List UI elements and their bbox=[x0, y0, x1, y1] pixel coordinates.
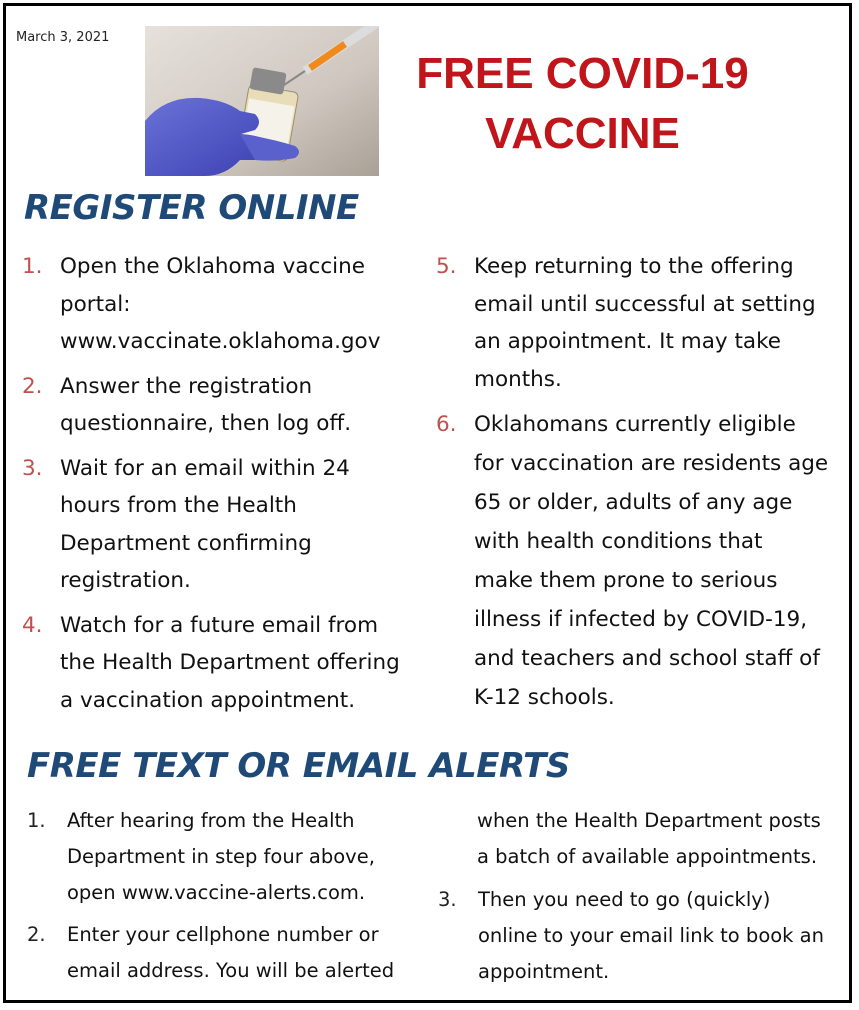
step-text: email address. You will be alerted bbox=[67, 959, 395, 982]
step-text: Open the Oklahoma vaccine bbox=[60, 254, 365, 279]
step-text: 65 or older, adults of any age bbox=[474, 490, 793, 515]
main-title bbox=[385, 44, 780, 164]
step-text: illness if infected by COVID-19, bbox=[474, 607, 808, 632]
step-text: Then you need to go (quickly) bbox=[478, 888, 771, 911]
step-text: registration. bbox=[60, 568, 191, 593]
step-number: 6. bbox=[436, 412, 457, 437]
step-number: 2. bbox=[22, 373, 43, 399]
title-line-2: VACCINE bbox=[485, 109, 680, 158]
step-text: Department in step four above, bbox=[67, 845, 375, 868]
step-text: months. bbox=[474, 366, 562, 392]
date-text: March 3, 2021 bbox=[16, 30, 110, 45]
step-text: with health conditions that bbox=[474, 529, 763, 554]
step-text: Wait for an email within 24 bbox=[60, 455, 350, 481]
step-text: Answer the registration bbox=[60, 373, 313, 399]
step-number: 5. bbox=[436, 254, 457, 279]
step-text: online to your email link to book an bbox=[478, 924, 824, 947]
step-number: 2. bbox=[27, 923, 46, 946]
step-text: questionnaire, then log off. bbox=[60, 411, 352, 436]
step-number: 4. bbox=[22, 612, 43, 638]
list-item bbox=[436, 405, 846, 717]
step-number: 3. bbox=[22, 455, 43, 481]
list-item bbox=[438, 882, 848, 990]
list-item bbox=[436, 248, 846, 398]
step-text: Keep returning to the offering bbox=[474, 254, 794, 279]
step-text: and teachers and school staff of bbox=[474, 646, 820, 671]
step-text: an appointment. It may take bbox=[474, 329, 781, 354]
step-text: for vaccination are residents age bbox=[474, 451, 829, 476]
step-text: Oklahomans currently eligible bbox=[474, 412, 796, 437]
step-text: when the Health Department posts bbox=[477, 809, 821, 832]
alerts-heading: FREE TEXT OR EMAIL ALERTS bbox=[27, 746, 570, 786]
step-number: 1. bbox=[22, 254, 43, 279]
portal-url: www.vaccinate.oklahoma.gov bbox=[60, 329, 381, 354]
step-text: appointment. bbox=[478, 960, 610, 983]
list-item bbox=[27, 917, 427, 989]
step-text: Department confirming bbox=[60, 530, 312, 556]
step-text: Enter your cellphone number or bbox=[67, 923, 379, 946]
step-text: portal: bbox=[60, 291, 131, 317]
alerts-steps-right bbox=[438, 882, 848, 996]
step-number: 3. bbox=[438, 888, 457, 911]
vaccine-photo bbox=[145, 26, 379, 176]
vaccine-vial-image bbox=[145, 26, 379, 176]
alerts-step2-continued bbox=[477, 803, 847, 875]
step-text: After hearing from the Health bbox=[67, 809, 355, 832]
alerts-steps-left bbox=[27, 803, 427, 995]
register-steps-left bbox=[22, 248, 422, 726]
list-item bbox=[27, 803, 427, 911]
list-item bbox=[22, 607, 422, 720]
step-text: make them prone to serious bbox=[474, 568, 778, 593]
register-steps-right bbox=[436, 248, 846, 724]
title-line-1: FREE COVID-19 bbox=[416, 49, 749, 98]
step-text: K-12 schools. bbox=[474, 685, 615, 710]
step-text: the Health Department offering bbox=[60, 650, 400, 675]
step-text: hours from the Health bbox=[60, 493, 297, 518]
step-text: email until successful at setting bbox=[474, 291, 816, 317]
list-item bbox=[22, 368, 422, 443]
step-number: 1. bbox=[27, 809, 46, 832]
register-heading: REGISTER ONLINE bbox=[24, 188, 359, 228]
list-item bbox=[22, 248, 422, 361]
step-text: a vaccination appointment. bbox=[60, 687, 356, 713]
step-text: open www.vaccine-alerts.com. bbox=[67, 881, 366, 904]
step-text: a batch of available appointments. bbox=[477, 845, 818, 868]
list-item bbox=[22, 450, 422, 600]
step-text: Watch for a future email from bbox=[60, 612, 379, 638]
